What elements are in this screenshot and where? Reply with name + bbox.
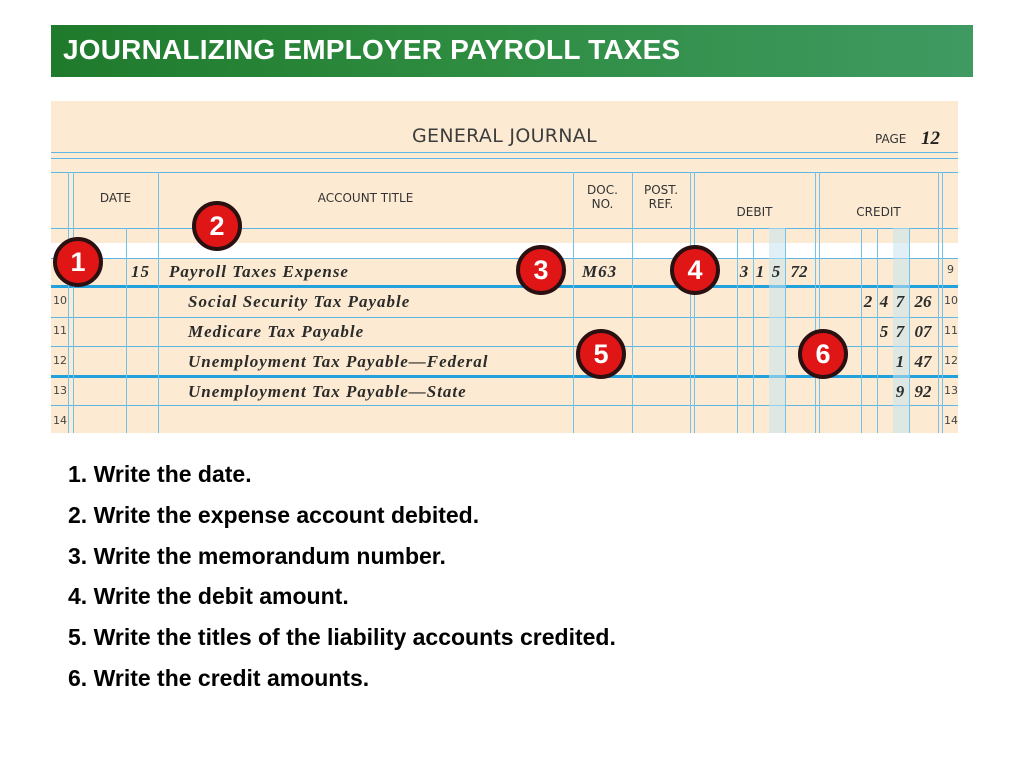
line-number: 12 (944, 354, 958, 367)
col-rule (785, 228, 786, 433)
debit-digit: 5 (771, 262, 781, 281)
col-rule (573, 172, 574, 433)
credit-cents: 07 (914, 322, 932, 341)
col-rule (632, 172, 633, 433)
col-rule (68, 172, 69, 433)
callout-marker-5: 5 (576, 329, 626, 379)
credit-digit: 2 (863, 292, 873, 311)
header-account-title: ACCOUNT TITLE (317, 191, 414, 205)
line-number: 13 (53, 384, 67, 397)
steps-list (68, 458, 616, 703)
debit-shade-col (769, 228, 785, 433)
callout-marker-4: 4 (670, 245, 720, 295)
line-number: 9 (947, 263, 954, 276)
credit-account-title: Unemployment Tax Payable—State (188, 382, 467, 401)
callout-marker-6: 6 (798, 329, 848, 379)
line-number: 10 (944, 294, 958, 307)
header-doc-no (573, 183, 632, 211)
callout-marker-2: 2 (192, 201, 242, 251)
header-post-line2: REF. (648, 197, 674, 211)
line-number: 11 (53, 324, 67, 337)
row-rule (51, 258, 958, 259)
header-date: DATE (99, 191, 132, 205)
entry-day: 15 (131, 262, 150, 281)
credit-digit: 9 (895, 382, 905, 401)
credit-digit: 1 (895, 352, 905, 371)
row-rule-thick (51, 285, 958, 288)
col-rule (938, 172, 939, 433)
header-credit: CREDIT (856, 205, 901, 219)
header-doc-line1: DOC. (587, 183, 618, 197)
debit-digit: 1 (755, 262, 765, 281)
step-item: 6. Write the credit amounts. (68, 664, 370, 691)
line-number: 14 (53, 414, 67, 427)
credit-cents: 26 (914, 292, 932, 311)
debit-cents: 72 (790, 262, 808, 281)
highlight-band (51, 243, 958, 258)
step-item: 2. Write the expense account debited. (68, 501, 480, 528)
slide-title-bar (51, 25, 973, 77)
step-item: 5. Write the titles of the liability accounts credited. (68, 624, 616, 651)
col-rule (815, 172, 816, 433)
journal-title: GENERAL JOURNAL (412, 125, 597, 147)
credit-account-title: Social Security Tax Payable (188, 292, 411, 311)
callout-marker-1: 1 (53, 237, 103, 287)
credit-account-title: Unemployment Tax Payable—Federal (188, 352, 489, 371)
rule-top-2 (51, 158, 958, 159)
credit-digit: 7 (895, 292, 905, 311)
line-number: 14 (944, 414, 958, 427)
col-rule (861, 228, 862, 433)
col-rule (73, 172, 74, 433)
step-item: 3. Write the memorandum number. (68, 542, 446, 569)
rule-top-1 (51, 152, 958, 153)
row-rule (51, 405, 958, 406)
col-rule (690, 172, 691, 433)
col-rule (158, 172, 159, 433)
line-number: 12 (53, 354, 67, 367)
page-number: 12 (921, 128, 940, 149)
credit-digit: 5 (879, 322, 889, 341)
doc-number: M63 (582, 262, 618, 281)
general-journal-form (51, 101, 958, 433)
col-rule (737, 228, 738, 433)
col-rule (942, 172, 943, 433)
row-rule (51, 317, 958, 318)
line-number: 13 (944, 384, 958, 397)
rule-header-bottom (51, 228, 958, 229)
step-item: 1. Write the date. (68, 461, 252, 487)
col-rule (126, 228, 127, 433)
header-post-ref (632, 183, 690, 211)
credit-account-title: Medicare Tax Payable (188, 322, 365, 341)
callout-marker-3: 3 (516, 245, 566, 295)
slide-title: JOURNALIZING EMPLOYER PAYROLL TAXES (63, 34, 681, 65)
line-number: 11 (944, 324, 958, 337)
line-number: 10 (53, 294, 67, 307)
credit-cents: 47 (914, 352, 932, 371)
header-post-line1: POST. (643, 183, 679, 197)
page-label: PAGE (875, 132, 907, 146)
debit-account-title: Payroll Taxes Expense (169, 262, 349, 281)
credit-digit: 7 (895, 322, 905, 341)
credit-digit: 4 (879, 292, 889, 311)
rule-top-3 (51, 172, 958, 173)
col-rule (753, 228, 754, 433)
debit-digit: 3 (739, 262, 749, 281)
credit-cents: 92 (914, 382, 932, 401)
header-debit: DEBIT (736, 205, 773, 219)
header-doc-line2: NO. (591, 197, 614, 211)
step-item: 4. Write the debit amount. (68, 583, 349, 610)
